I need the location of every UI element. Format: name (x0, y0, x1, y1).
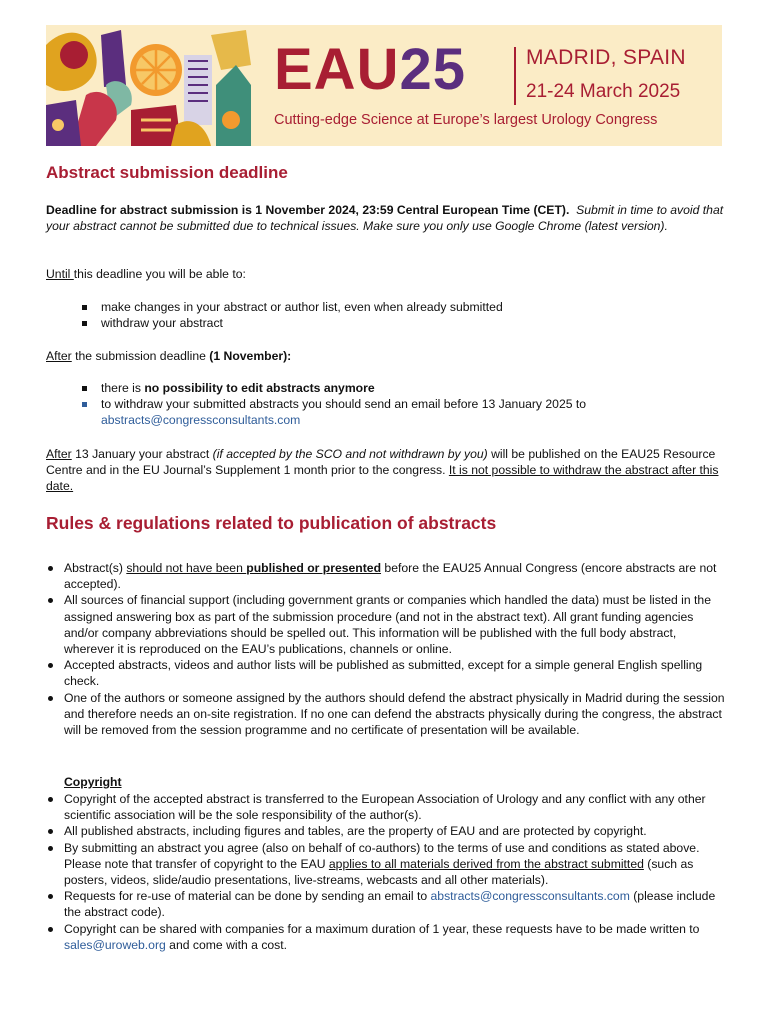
deadline-heading: Abstract submission deadline (46, 163, 288, 182)
deadline-advice: Submit in time to avoid that your abstract cannot be submitted due to technical issues. Make sure you only use Google Chrome (latest version). (46, 203, 724, 234)
copy4-post: (please include the abstract code). (64, 889, 716, 920)
list-item (82, 396, 722, 428)
deadline-statement: Deadline for abstract submission is 1 November 2024, 23:59 Central European Time (CET). (46, 203, 570, 217)
rules-heading: Rules & regulations related to publication of abstracts (46, 513, 497, 533)
rule1-bold: published or presented (246, 561, 382, 575)
after13-text2: will be published on the EAU25 Resource Centre and in the EU Journal’s Supplement 1 month prior to the congress. (46, 447, 716, 478)
no-edit-notice: no possibility to edit abstracts anymore (144, 381, 375, 395)
until-list (82, 299, 722, 331)
banner-illustration (46, 25, 251, 146)
list-item (46, 560, 726, 592)
after-13-january (46, 446, 726, 495)
rule1-underlined: should not have been (126, 561, 247, 575)
after-text: the submission deadline (71, 349, 210, 363)
after-item1-pre: there is (101, 381, 145, 395)
copy3-pre: By submitting an abstract you agree (also on behalf of co-authors) to the terms of use and conditions as stated above. Please note that transfer of copyright to the EAU (64, 840, 700, 871)
list-item: All published abstracts, including figures and tables, are the property of EAU and are protected by copyright. (46, 823, 726, 839)
after-word: After (46, 349, 72, 363)
list-item: All sources of financial support (including government grants or companies which handled the data) must be listed in the assigned answering box as part of the submission procedure (and not in the abstract text). All grant funding agencies and/or company abbreviations should be spelled out. This information will be published with the full body abstract, wherever it is reproduced on the EAU’s publications, channels or online. (46, 592, 726, 657)
list-item: One of the authors or someone assigned by the authors should defend the abstract physically in Madrid during the session and therefore needs an on-site registration. If no one can defend the abstracts physically during the congress, the abstract will be removed from the session programme and no certificate of presentation will be available. (46, 690, 726, 739)
congress-dates: 21-24 March 2025 (526, 81, 681, 102)
rule1-pre: Abstract(s) (64, 561, 127, 575)
rule1-post: before the EAU25 Annual Congress (encore abstracts are not accepted). (64, 561, 717, 592)
list-item (82, 380, 722, 396)
list-item: withdraw your abstract (82, 315, 722, 331)
copy5-post: and come with a cost. (165, 937, 288, 952)
after-intro (46, 348, 726, 364)
list-item: Accepted abstracts, videos and author lists will be published as submitted, except for a simple general English spelling check. (46, 657, 726, 689)
rules-list (46, 560, 726, 738)
list-item (46, 888, 726, 920)
copy3-underlined: applies to all materials derived from the abstract submitted (328, 856, 644, 871)
after-date: (1 November): (209, 349, 292, 363)
no-withdraw-notice: It is not possible to withdraw the abstract after this date. (46, 463, 719, 494)
after13-text1: 13 January your abstract (71, 447, 213, 461)
copy3-post: (such as posters, videos, slide/audio presentations, live-streams, webcasts and all other materials). (64, 856, 694, 888)
list-item (46, 840, 726, 889)
congress-banner (46, 25, 722, 146)
copyright-list (46, 791, 726, 953)
until-intro (46, 266, 726, 282)
congress-city: MADRID, SPAIN (526, 46, 686, 69)
list-item (46, 921, 726, 953)
abstracts-email-link[interactable]: abstracts@congressconsultants.com (101, 413, 301, 428)
deadline-intro (46, 202, 726, 234)
logo-eau-text: EAU (274, 37, 400, 102)
list-item: make changes in your abstract or author list, even when already submitted (82, 299, 722, 315)
copyright-heading: Copyright (64, 775, 122, 789)
withdraw-instruction: to withdraw your submitted abstracts you should send an email before 13 January 2025 to (101, 397, 587, 412)
until-word: Until (46, 267, 74, 281)
after13-condition: (if accepted by the SCO and not withdrawn by you) (212, 447, 488, 461)
until-text: this deadline you will be able to: (73, 267, 246, 281)
copy4-pre: Requests for re-use of material can be done by sending an email to (64, 889, 431, 904)
logo-year-text: 25 (399, 37, 466, 102)
after13-word: After (46, 447, 72, 461)
eau25-logo (274, 39, 466, 101)
congress-tagline: Cutting-edge Science at Europe’s largest Urology Congress (274, 112, 658, 128)
copy5-pre: Copyright can be shared with companies for a maximum duration of 1 year, these requests have to be made written to (64, 921, 700, 936)
banner-divider (514, 47, 516, 105)
abstracts-email-link[interactable]: abstracts@congressconsultants.com (430, 889, 630, 904)
list-item: Copyright of the accepted abstract is transferred to the European Association of Urology and any conflict with any other scientific association will be the sole responsibility of the author(s). (46, 791, 726, 823)
after-list (82, 380, 722, 429)
sales-email-link[interactable]: sales@uroweb.org (64, 937, 166, 952)
